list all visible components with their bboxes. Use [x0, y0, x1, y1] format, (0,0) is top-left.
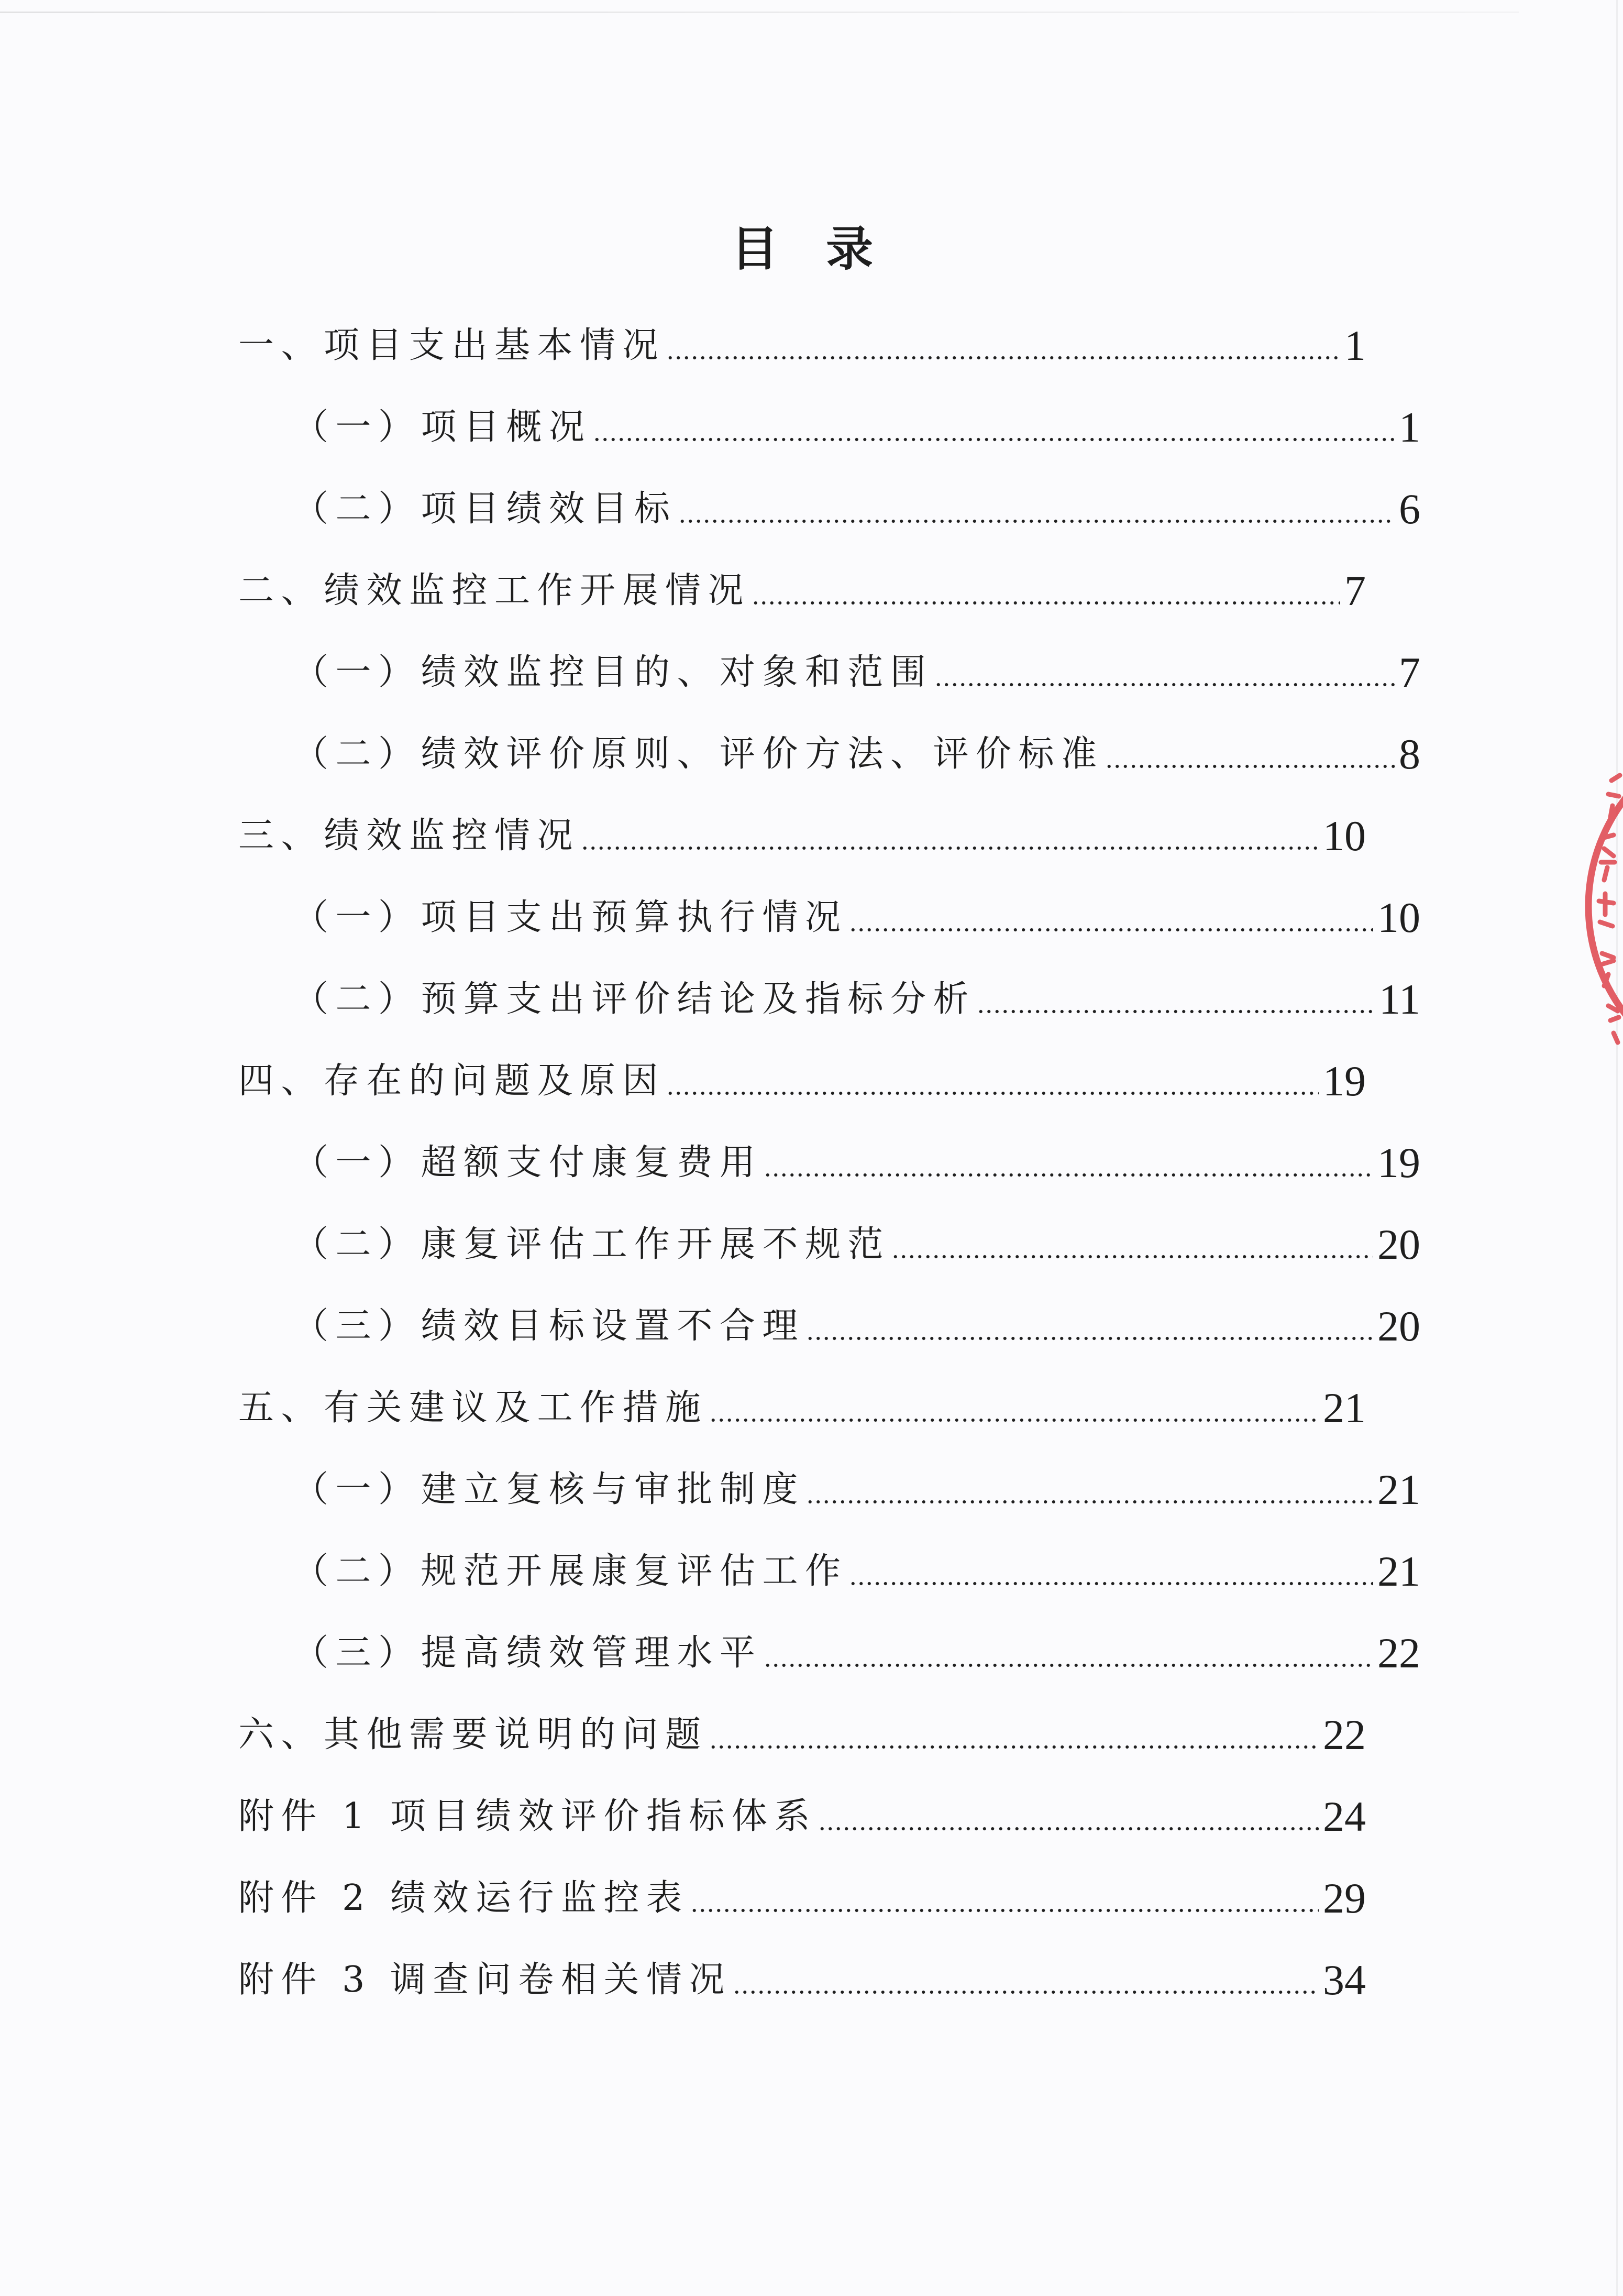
toc-subsection-entry: [238, 713, 1420, 795]
toc-entry-page-number: 1: [1344, 322, 1366, 369]
dot-leader: [666, 355, 1340, 361]
toc-entry-page-number: 34: [1323, 1956, 1366, 2004]
toc-appendix-entry: [238, 1939, 1366, 2021]
scan-edge: [1616, 0, 1618, 2296]
toc-entry-page-number: 21: [1323, 1384, 1366, 1432]
dot-leader: [764, 1172, 1373, 1178]
toc-entry-title: 一、项目支出基本情况: [238, 325, 666, 366]
toc-section-entry: [238, 1367, 1366, 1449]
table-of-contents: [238, 305, 1420, 2021]
dot-leader: [690, 1907, 1319, 1914]
toc-entry-page-number: 21: [1377, 1547, 1420, 1595]
dot-leader: [709, 1417, 1319, 1423]
toc-entry-title: （二）预算支出评价结论及指标分析: [293, 979, 976, 1020]
toc-subsection-entry: [238, 1204, 1420, 1286]
dot-leader: [581, 845, 1319, 851]
toc-entry-title: （一）项目支出预算执行情况: [293, 897, 848, 938]
toc-subsection-entry: [238, 959, 1420, 1040]
toc-entry-page-number: 6: [1399, 485, 1420, 533]
toc-entry-page-number: 19: [1377, 1139, 1420, 1187]
toc-entry-title: 四、存在的问题及原因: [238, 1060, 666, 1102]
toc-entry-page-number: 22: [1323, 1711, 1366, 1759]
dot-leader: [709, 1744, 1319, 1750]
toc-entry-title: （三）提高绩效管理水平: [293, 1632, 763, 1674]
dot-leader: [806, 1499, 1373, 1505]
toc-entry-page-number: 7: [1344, 567, 1366, 614]
dot-leader: [818, 1826, 1319, 1832]
toc-entry-title: （一）项目概况: [293, 407, 592, 448]
toc-entry-page-number: 8: [1399, 730, 1420, 778]
toc-entry-page-number: 10: [1377, 894, 1420, 941]
toc-subsection-entry: [238, 387, 1420, 468]
toc-entry-title: 五、有关建议及工作措施: [238, 1387, 708, 1429]
toc-entry-page-number: 20: [1377, 1221, 1420, 1268]
toc-subsection-entry: [238, 1449, 1420, 1531]
dot-leader: [891, 1254, 1373, 1260]
toc-entry-title: 三、绩效监控情况: [238, 815, 580, 856]
toc-entry-title: 附件 3 调查问卷相关情况: [238, 1959, 732, 2001]
dot-leader: [593, 436, 1395, 443]
toc-entry-page-number: 10: [1323, 812, 1366, 860]
toc-entry-page-number: 22: [1377, 1629, 1420, 1677]
toc-subsection-entry: [238, 1286, 1420, 1367]
toc-entry-page-number: 21: [1377, 1466, 1420, 1513]
toc-entry-title: 附件 1 项目绩效评价指标体系: [238, 1796, 817, 1837]
toc-appendix-entry: [238, 1858, 1366, 1939]
dot-leader: [806, 1335, 1373, 1342]
toc-entry-title: （二）康复评估工作开展不规范: [293, 1224, 891, 1265]
dot-leader: [849, 1580, 1373, 1587]
dot-leader: [934, 682, 1395, 688]
toc-entry-page-number: 24: [1323, 1793, 1366, 1840]
toc-section-entry: [238, 1694, 1366, 1776]
toc-entry-title: （一）建立复核与审批制度: [293, 1469, 805, 1510]
toc-entry-title: 二、绩效监控工作开展情况: [238, 570, 751, 611]
dot-leader: [849, 927, 1373, 933]
toc-entry-title: （三）绩效目标设置不合理: [293, 1305, 805, 1347]
toc-entry-title: （一）超额支付康复费用: [293, 1142, 763, 1183]
dot-leader: [678, 518, 1395, 524]
toc-entry-title: （一）绩效监控目的、对象和范围: [293, 652, 933, 693]
dot-leader: [733, 1989, 1319, 1995]
toc-section-entry: [238, 1040, 1366, 1122]
page-title: 目 录: [731, 221, 874, 277]
toc-entry-title: 附件 2 绩效运行监控表: [238, 1877, 689, 1919]
scan-edge: [0, 12, 1519, 13]
dot-leader: [977, 1008, 1375, 1015]
toc-entry-page-number: 1: [1399, 403, 1420, 451]
toc-entry-title: 六、其他需要说明的问题: [238, 1714, 708, 1755]
toc-entry-page-number: 20: [1377, 1302, 1420, 1350]
toc-section-entry: [238, 550, 1366, 632]
toc-subsection-entry: [238, 877, 1420, 959]
toc-appendix-entry: [238, 1776, 1366, 1858]
toc-subsection-entry: [238, 1531, 1420, 1612]
dot-leader: [752, 600, 1340, 606]
toc-section-entry: [238, 795, 1366, 877]
toc-entry-title: （二）规范开展康复评估工作: [293, 1551, 848, 1592]
toc-subsection-entry: [238, 1612, 1420, 1694]
toc-section-entry: [238, 305, 1366, 387]
dot-leader: [666, 1090, 1319, 1096]
toc-entry-page-number: 7: [1399, 649, 1420, 696]
toc-entry-page-number: 11: [1379, 975, 1420, 1023]
toc-entry-page-number: 29: [1323, 1874, 1366, 1922]
dot-leader: [1105, 763, 1395, 770]
dot-leader: [764, 1662, 1373, 1668]
toc-subsection-entry: [238, 468, 1420, 550]
toc-subsection-entry: [238, 1122, 1420, 1204]
toc-subsection-entry: [238, 632, 1420, 713]
toc-entry-page-number: 19: [1323, 1057, 1366, 1105]
toc-entry-title: （二）绩效评价原则、评价方法、评价标准: [293, 733, 1104, 775]
seal-fragment: [1581, 744, 1623, 1069]
toc-entry-title: （二）项目绩效目标: [293, 488, 677, 530]
